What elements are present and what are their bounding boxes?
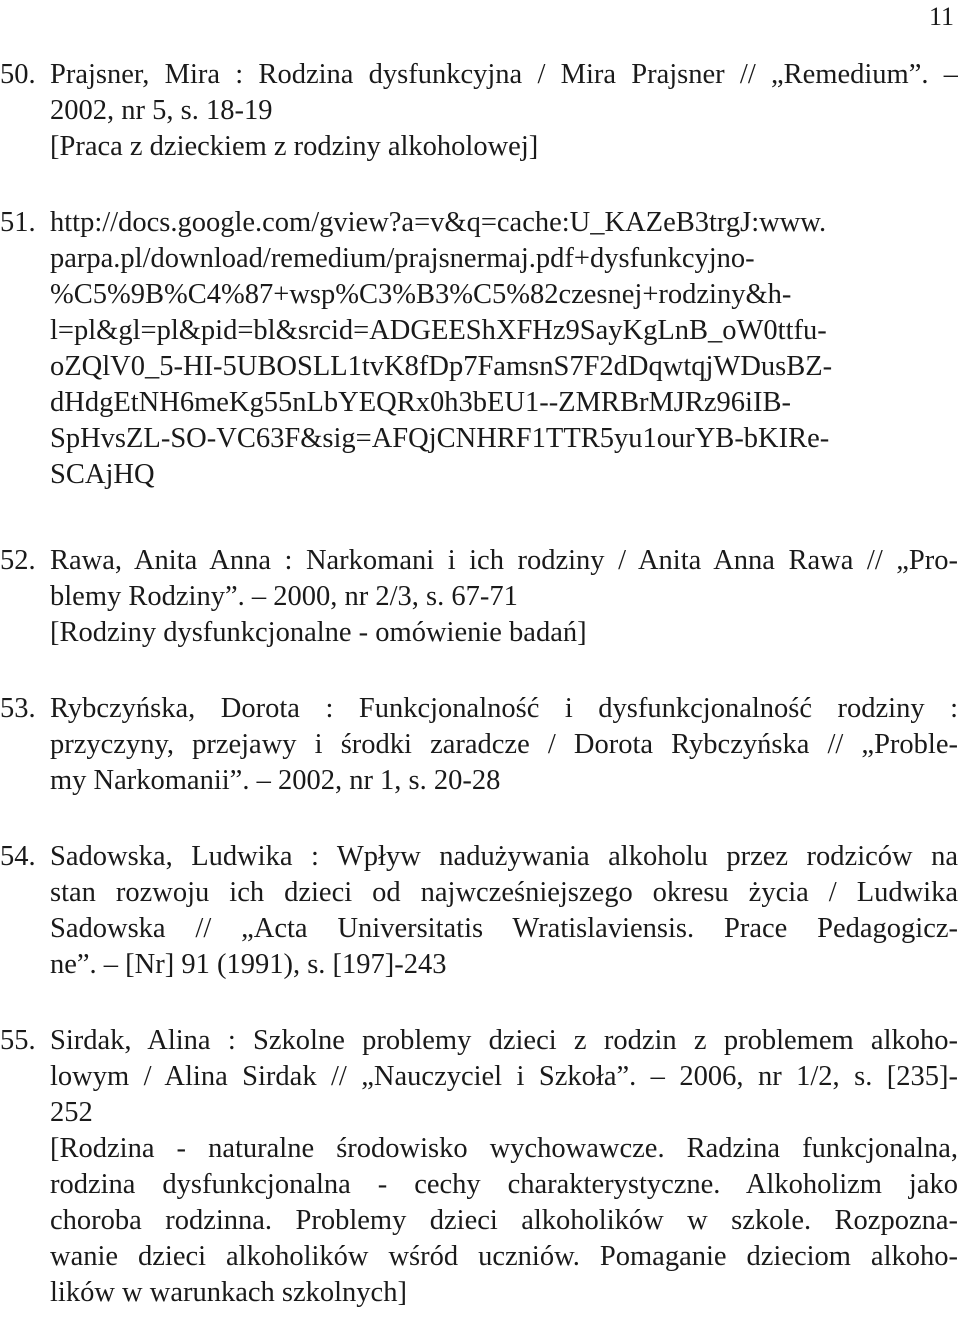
entry-line: 252 bbox=[50, 1097, 93, 1128]
entry-link-line: http://docs.google.com/gview?a=v&q=cache:U_KAZeB3trgJ:www. bbox=[50, 207, 827, 238]
entry-number: 51. bbox=[0, 207, 36, 238]
entry-line: stan rozwoju ich dzieci od najwcześniejszego okresu życia / Ludwika bbox=[50, 877, 958, 908]
entry-line: Rawa, Anita Anna : Narkomani i ich rodziny / Anita Anna Rawa // „Pro- bbox=[50, 545, 958, 576]
entry-line: my Narkomanii”. – 2002, nr 1, s. 20-28 bbox=[50, 765, 501, 796]
entry-line: wanie dzieci alkoholików wśród uczniów. Pomaganie dzieciom alkoho- bbox=[50, 1241, 958, 1272]
entry-line: choroba rodzinna. Problemy dzieci alkoholików w szkole. Rozpozna- bbox=[50, 1205, 958, 1236]
entry-line: [Rodziny dysfunkcjonalne - omówienie badań] bbox=[50, 617, 587, 648]
entry-number: 54. bbox=[0, 841, 36, 872]
entry-line: blemy Rodziny”. – 2000, nr 2/3, s. 67-71 bbox=[50, 581, 518, 612]
entry-number: 50. bbox=[0, 59, 36, 90]
entry-number: 53. bbox=[0, 693, 36, 724]
entry-line: ne”. – [Nr] 91 (1991), s. [197]-243 bbox=[50, 949, 447, 980]
entry-link-line: SCAjHQ bbox=[50, 459, 155, 490]
entry-link-line: oZQlV0_5-HI-5UBOSLL1tvK8fDp7FamsnS7F2dDqwtqjWDusBZ- bbox=[50, 351, 833, 382]
entry-link-line: parpa.pl/download/remedium/prajsnermaj.pdf+dysfunkcyjno- bbox=[50, 243, 755, 274]
entry-line: lików w warunkach szkolnych] bbox=[50, 1277, 407, 1308]
entry-line: lowym / Alina Sirdak // „Nauczyciel i Szkoła”. – 2006, nr 1/2, s. [235]- bbox=[50, 1061, 958, 1092]
entry-line: Sadowska // „Acta Universitatis Wratislaviensis. Prace Pedagogicz- bbox=[50, 913, 958, 944]
entry-line: rodzina dysfunkcjonalna - cechy charakterystyczne. Alkoholizm jako bbox=[50, 1169, 958, 1200]
entry-line: [Rodzina - naturalne środowisko wychowawcze. Radzina funkcjonalna, bbox=[50, 1133, 958, 1164]
entry-link-line: SpHvsZL-SO-VC63F&sig=AFQjCNHRF1TTR5yu1ourYB-bKIRe- bbox=[50, 423, 830, 454]
entry-line: Rybczyńska, Dorota : Funkcjonalność i dysfunkcjonalność rodziny : bbox=[50, 693, 958, 724]
entry-line: Sirdak, Alina : Szkolne problemy dzieci z rodzin z problemem alkoho- bbox=[50, 1025, 958, 1056]
entry-number: 52. bbox=[0, 545, 36, 576]
entry-link-line: dHdgEtNH6meKg55nLbYEQRx0h3bEU1--ZMRBrMJRz96iIB- bbox=[50, 387, 791, 418]
page-number: 11 bbox=[928, 2, 954, 31]
entry-line: [Praca z dzieckiem z rodziny alkoholowej] bbox=[50, 131, 539, 162]
entry-line: Prajsner, Mira : Rodzina dysfunkcyjna / Mira Prajsner // „Remedium”. – bbox=[50, 59, 958, 90]
entry-line: przyczyny, przejawy i środki zaradcze / Dorota Rybczyńska // „Proble- bbox=[50, 729, 958, 760]
entry-number: 55. bbox=[0, 1025, 36, 1056]
entry-link-line: %C5%9B%C4%87+wsp%C3%B3%C5%82czesnej+rodziny&h- bbox=[50, 279, 792, 310]
entry-line: Sadowska, Ludwika : Wpływ nadużywania alkoholu przez rodziców na bbox=[50, 841, 958, 872]
entry-line: 2002, nr 5, s. 18-19 bbox=[50, 95, 273, 126]
entry-link-line: l=pl&gl=pl&pid=bl&srcid=ADGEEShXFHz9SayKgLnB_oW0ttfu- bbox=[50, 315, 827, 346]
